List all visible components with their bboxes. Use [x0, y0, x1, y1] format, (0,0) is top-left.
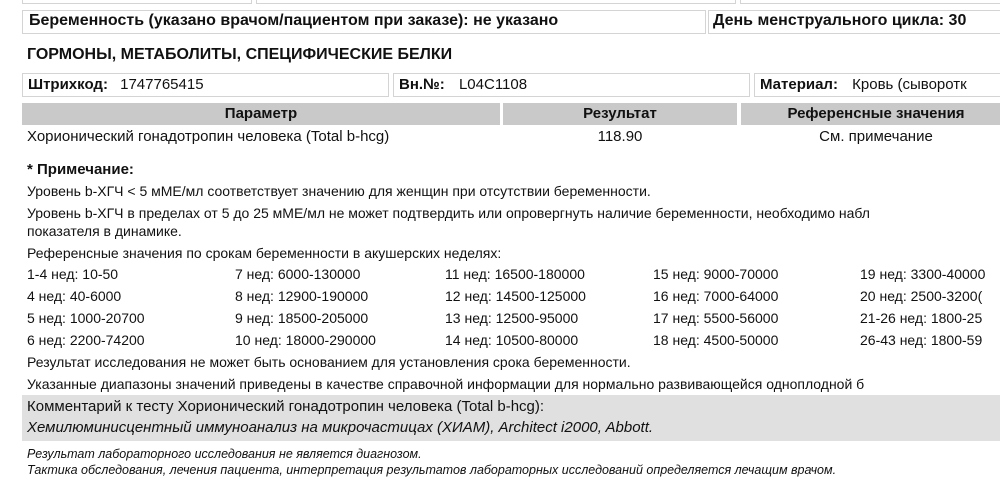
reference-value: См. примечание [819, 128, 933, 145]
range-entry: 1-4 нед: 10-50 [27, 266, 119, 282]
internal-number-field [393, 73, 750, 97]
column-header-result: Результат [503, 103, 737, 125]
range-entry: 10 нед: 18000-290000 [235, 332, 376, 348]
column-header-reference: Референсные значения [741, 103, 1000, 125]
range-entry: 17 нед: 5500-56000 [653, 310, 779, 326]
test-comment-title: Комментарий к тесту Хорионический гонадотропин человека (Total b-hcg): [27, 398, 545, 415]
cycle-day [708, 10, 1000, 34]
pregnancy-status-text: Беременность (указано врачом/пациентом при заказе): не указано [29, 12, 559, 29]
range-entry: 15 нед: 9000-70000 [653, 266, 779, 282]
top-partial-cell-left [22, 0, 252, 4]
note-line: Референсные значения по срокам беременности в акушерских неделях: [27, 245, 502, 261]
disclaimer-line: Результат лабораторного исследования не является диагнозом. [27, 447, 422, 461]
note-line: Указанные диапазоны значений приведены в качестве справочной информации для нормально развивающейся одноплодной б [27, 376, 865, 392]
range-entry: 6 нед: 2200-74200 [27, 332, 145, 348]
note-line: Результат исследования не может быть основанием для установления срока беременности. [27, 354, 631, 370]
range-entry: 9 нед: 18500-205000 [235, 310, 369, 326]
range-entry: 16 нед: 7000-64000 [653, 288, 779, 304]
note-line: Уровень b-ХГЧ в пределах от 5 до 25 мМЕ/мл не может подтвердить или опровергнуть наличие беременности, необходимо набл [27, 205, 870, 221]
parameter-name: Хорионический гонадотропин человека (Total b-hcg) [27, 128, 390, 145]
range-entry: 8 нед: 12900-190000 [235, 288, 369, 304]
range-entry: 18 нед: 4500-50000 [653, 332, 779, 348]
barcode-label: Штрихкод: [28, 76, 108, 93]
top-partial-cell-middle [256, 0, 736, 4]
result-value: 118.90 [597, 128, 643, 145]
column-header-parameter: Параметр [22, 103, 500, 125]
section-title: ГОРМОНЫ, МЕТАБОЛИТЫ, СПЕЦИФИЧЕСКИЕ БЕЛКИ [27, 46, 453, 63]
range-entry: 13 нед: 12500-95000 [445, 310, 579, 326]
test-method: Хемилюминисцентный иммуноанализ на микрочастицах (ХИАМ), Architect i2000, Abbott. [27, 419, 654, 436]
internal-number-value: L04C1108 [458, 76, 528, 93]
range-entry: 12 нед: 14500-125000 [445, 288, 586, 304]
range-entry: 11 нед: 16500-180000 [445, 266, 585, 282]
range-entry: 26-43 нед: 1800-59 [860, 332, 983, 348]
table-row [0, 126, 1000, 148]
internal-number-label: Вн.№: [399, 76, 445, 93]
range-entry: 19 нед: 3300-40000 [860, 266, 986, 282]
note-title: * Примечание: [27, 161, 134, 178]
test-comment-block [22, 395, 1000, 441]
range-entry: 5 нед: 1000-20700 [27, 310, 145, 326]
reference-ranges-grid [0, 266, 1000, 354]
material-value: Кровь (сыворотк [852, 76, 967, 93]
pregnancy-status [22, 10, 706, 34]
note-line: показателя в динамике. [27, 223, 182, 239]
note-line: Уровень b-ХГЧ < 5 мМЕ/мл соответствует значению для женщин при отсутствии беременности. [27, 183, 651, 199]
cycle-day-text: День менструального цикла: 30 [713, 12, 967, 29]
material-label: Материал: [760, 76, 838, 93]
range-entry: 14 нед: 10500-80000 [445, 332, 579, 348]
range-entry: 21-26 нед: 1800-25 [860, 310, 983, 326]
top-partial-cell-right [740, 0, 1000, 4]
range-entry: 4 нед: 40-6000 [27, 288, 122, 304]
material-field [754, 73, 1000, 97]
range-entry: 7 нед: 6000-130000 [235, 266, 361, 282]
range-entry: 20 нед: 2500-3200( [860, 288, 983, 304]
barcode-field [22, 73, 389, 97]
barcode-value: 1747765415 [120, 76, 204, 93]
disclaimer-line: Тактика обследования, лечения пациента, интерпретация результатов лабораторных исследований определяется лечащим врачом. [27, 463, 837, 477]
